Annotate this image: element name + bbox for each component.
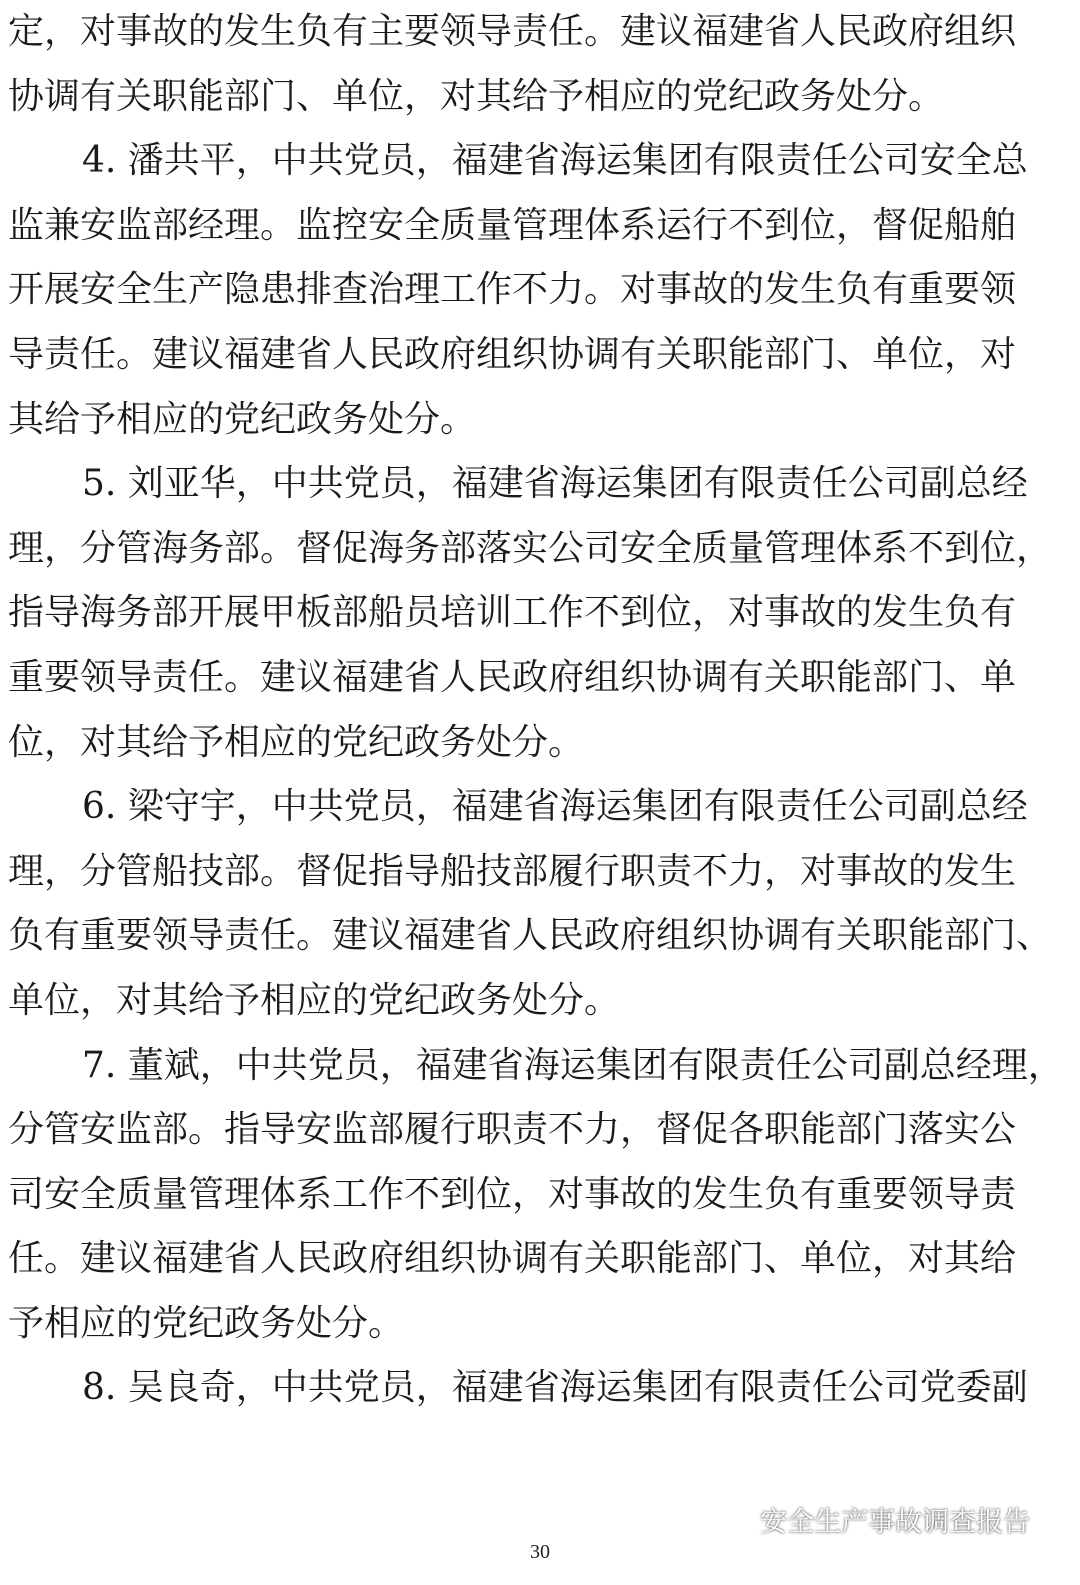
wechat-icon	[718, 1505, 752, 1535]
text-line: 予相应的党纪政务处分。	[8, 1302, 405, 1344]
text-line: 位，对其给予相应的党纪政务处分。	[8, 721, 585, 763]
text-line: 监兼安监部经理。监控安全质量管理体系运行不到位，督促船舶	[8, 204, 1017, 246]
text-line: 单位，对其给予相应的党纪政务处分。	[8, 979, 621, 1021]
text-line: 5. 刘亚华，中共党员，福建省海运集团有限责任公司副总经	[82, 463, 1028, 505]
text-line: 指导海务部开展甲板部船员培训工作不到位，对事故的发生负有	[8, 592, 1017, 634]
text-line: 6. 梁守宇，中共党员，福建省海运集团有限责任公司副总经	[82, 786, 1028, 828]
text-line: 负有重要领导责任。建议福建省人民政府组织协调有关职能部门、	[8, 915, 1053, 957]
text-line: 导责任。建议福建省人民政府组织协调有关职能部门、单位，对	[8, 333, 1017, 375]
text-line: 重要领导责任。建议福建省人民政府组织协调有关职能部门、单	[8, 656, 1017, 698]
watermark-text: 安全生产事故调查报告	[760, 1507, 1030, 1538]
text-line: 开展安全生产隐患排查治理工作不力。对事故的发生负有重要领	[8, 269, 1017, 311]
text-line: 分管安监部。指导安监部履行职责不力，督促各职能部门落实公	[8, 1109, 1017, 1151]
text-line: 协调有关职能部门、单位，对其给予相应的党纪政务处分。	[8, 75, 945, 117]
text-line: 理，分管船技部。督促指导船技部履行职责不力，对事故的发生	[8, 850, 1017, 892]
text-line: 7. 董斌，中共党员，福建省海运集团有限责任公司副总经理，	[82, 1044, 1064, 1086]
text-line: 任。建议福建省人民政府组织协调有关职能部门、单位，对其给	[8, 1238, 1017, 1280]
text-line: 理，分管海务部。督促海务部落实公司安全质量管理体系不到位，	[8, 527, 1053, 569]
page-number: 30	[530, 1541, 550, 1563]
text-line: 其给予相应的党纪政务处分。	[8, 398, 477, 440]
document-body	[8, 0, 1064, 1421]
text-line: 8. 吴良奇，中共党员，福建省海运集团有限责任公司党委副	[82, 1367, 1028, 1409]
text-line: 司安全质量管理体系工作不到位，对事故的发生负有重要领导责	[8, 1173, 1017, 1215]
text-line: 4. 潘共平，中共党员，福建省海运集团有限责任公司安全总	[82, 140, 1028, 182]
watermark	[718, 1500, 1030, 1539]
text-line: 定，对事故的发生负有主要领导责任。建议福建省人民政府组织	[8, 11, 1017, 52]
